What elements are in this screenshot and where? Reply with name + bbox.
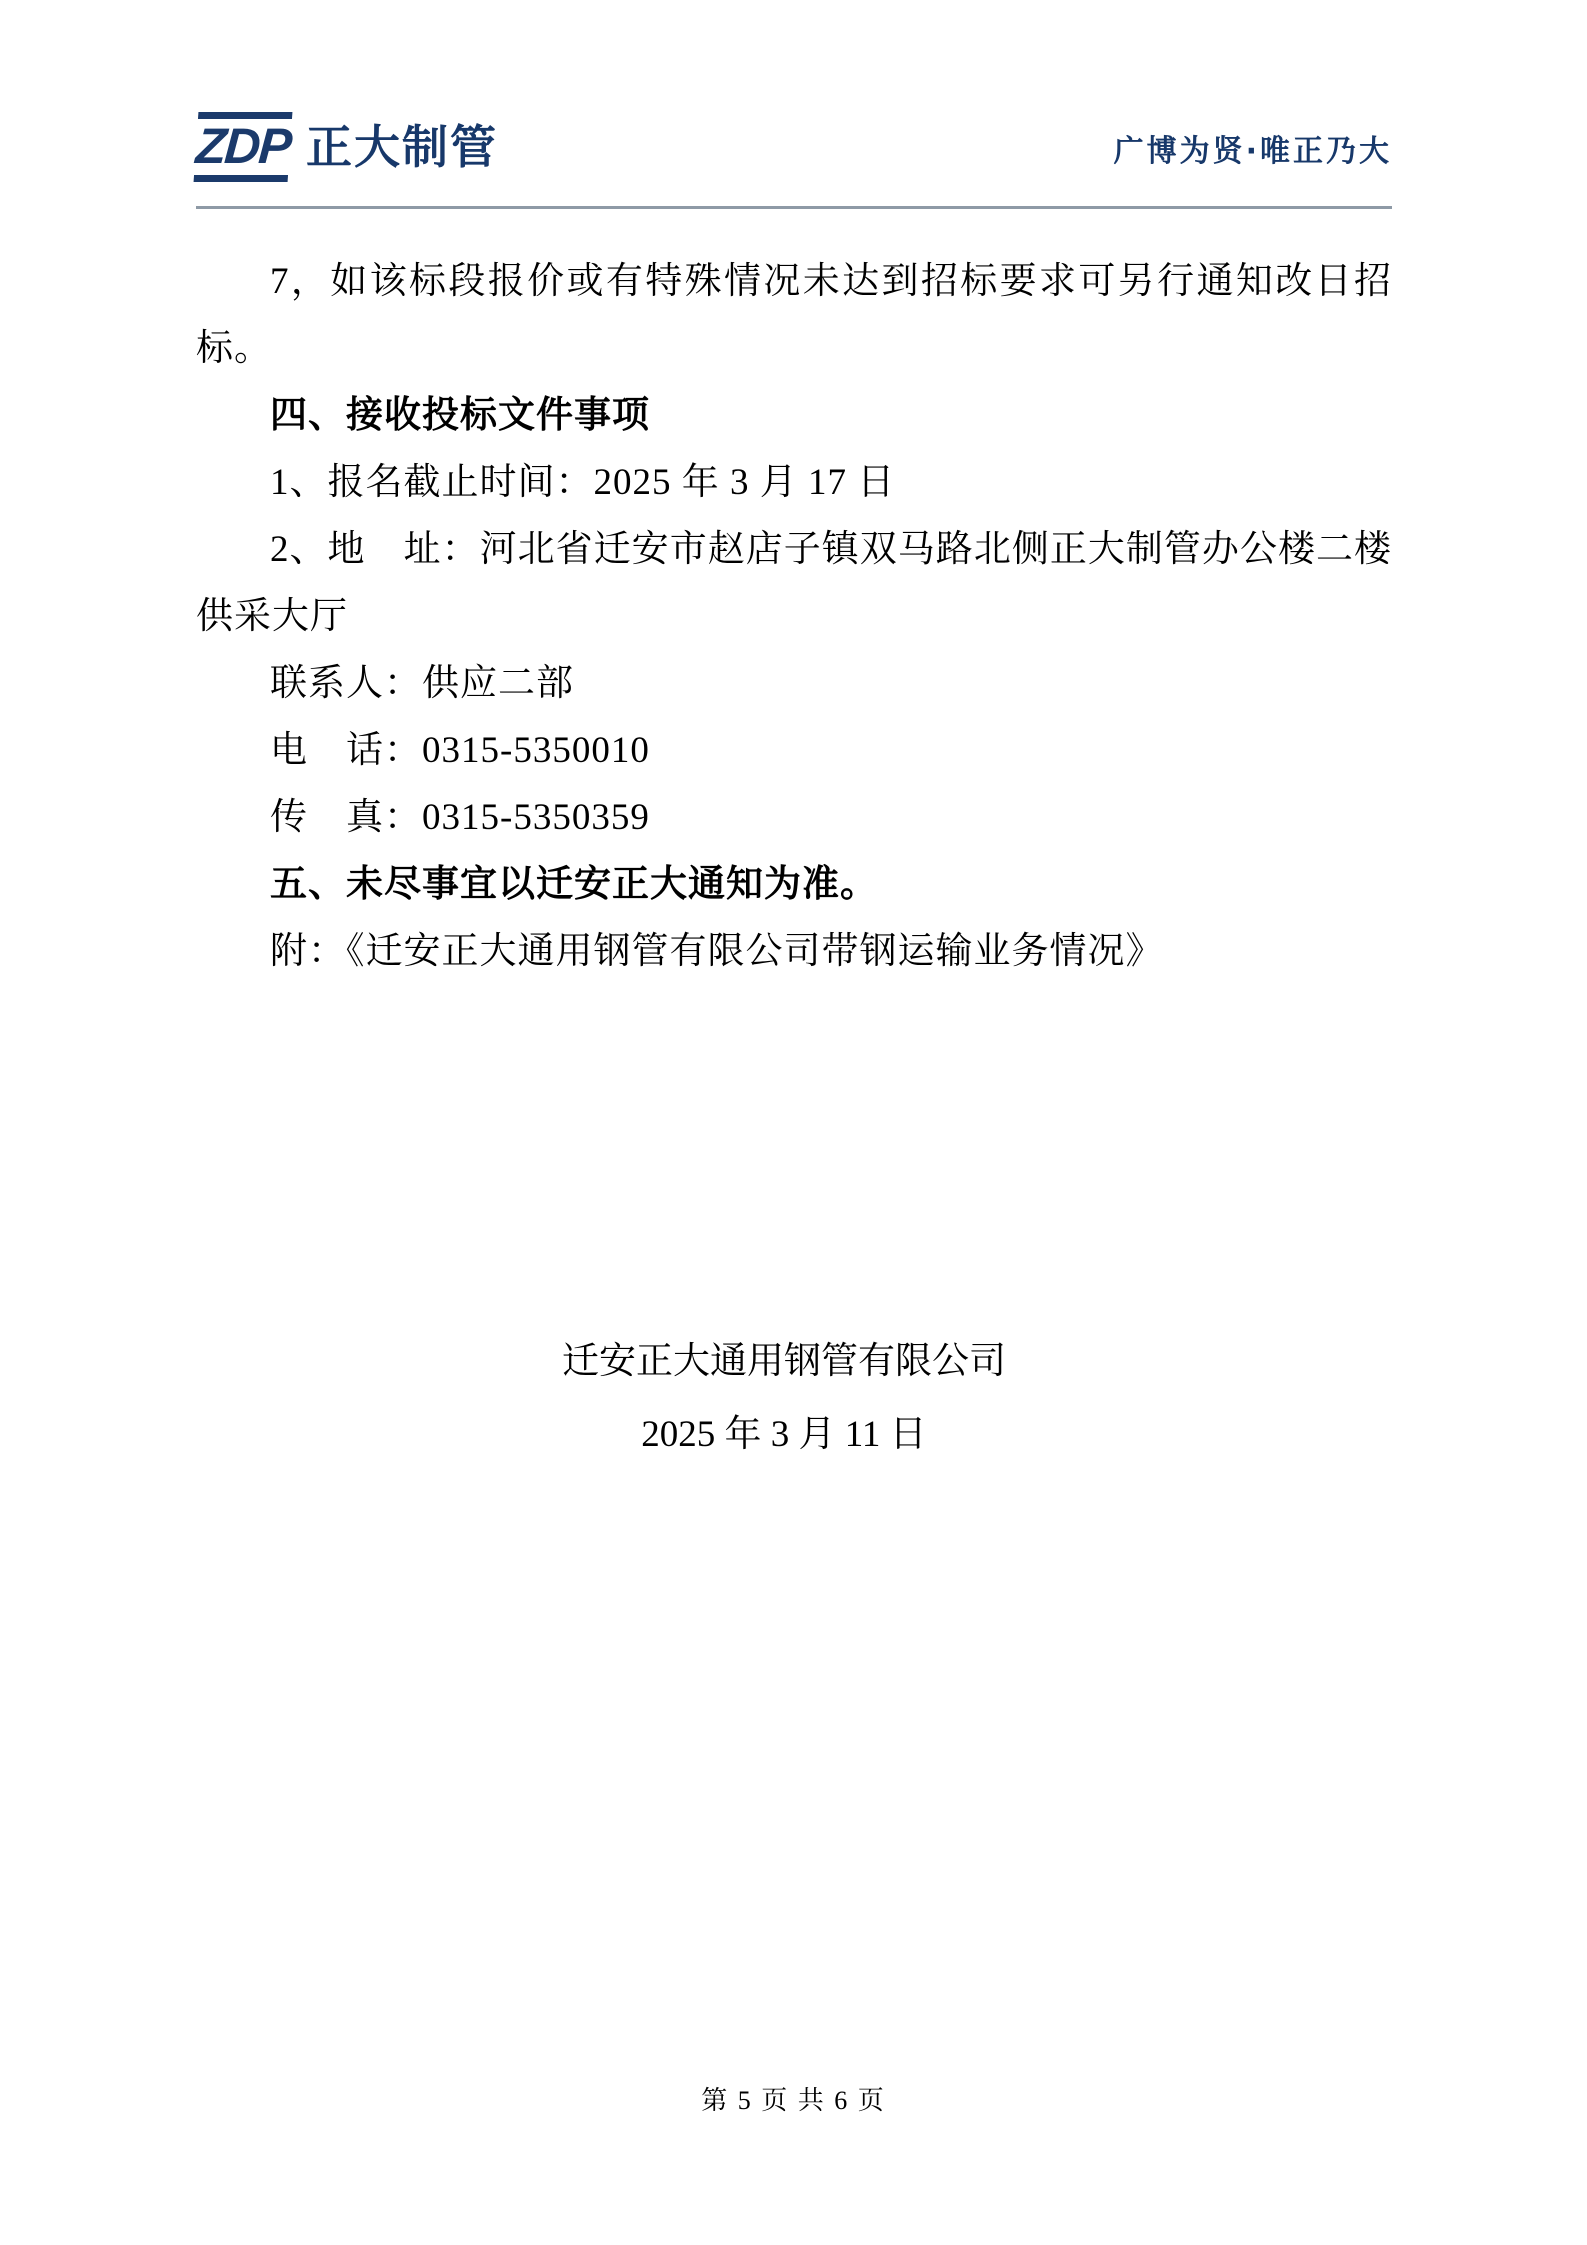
- company-slogan: 广博为贤·唯正乃大: [1113, 134, 1392, 169]
- header-divider: [196, 206, 1392, 209]
- page-footer: 第 5 页 共 6 页: [701, 2086, 886, 2115]
- logo-mark-zdp: ZDP: [194, 112, 293, 182]
- page-header: [196, 112, 1392, 204]
- logo-text-company: 正大制管: [306, 120, 498, 174]
- paragraph-contact-person: 联系人：供应二部: [270, 663, 574, 704]
- section-heading-five: 五、未尽事宜以迁安正大通知为准。: [270, 864, 878, 905]
- paragraph-telephone: 电 话：0315-5350010: [270, 730, 650, 771]
- signature-date: 2025 年 3 月 11 日: [641, 1414, 927, 1455]
- paragraph-deadline: 1、报名截止时间：2025 年 3 月 17 日: [270, 462, 896, 503]
- section-heading-four: 四、接收投标文件事项: [270, 395, 650, 436]
- paragraph-fax: 传 真：0315-5350359: [270, 797, 650, 838]
- paragraph-address: 2、地 址：河北省迁安市赵店子镇双马路北侧正大制管办公楼二楼供采大厅: [196, 529, 1392, 637]
- paragraph-attachment: 附：《迁安正大通用钢管有限公司带钢运输业务情况》: [270, 931, 1164, 972]
- paragraph-item-7: 7，如该标段报价或有特殊情况未达到招标要求可另行通知改日招标。: [196, 261, 1392, 369]
- signature-company: 迁安正大通用钢管有限公司: [562, 1341, 1006, 1382]
- document-body: [196, 248, 1392, 985]
- company-logo: [196, 112, 498, 182]
- signature-block: [196, 1325, 1392, 1471]
